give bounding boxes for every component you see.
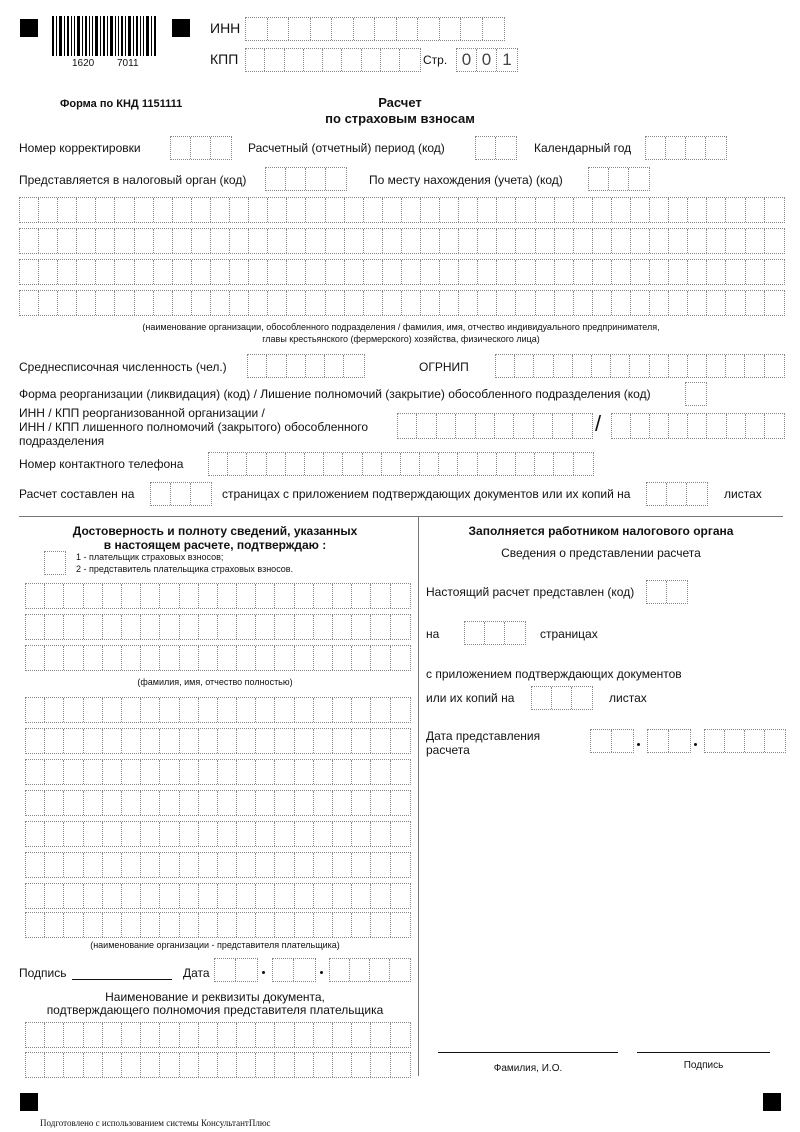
- tax-authority-label: Представляется в налоговый орган (код): [19, 173, 247, 187]
- officer-signature-caption: Подпись: [683, 1060, 724, 1071]
- reorg-inn-label-line1: ИНН / КПП реорганизованной организации /: [19, 406, 265, 420]
- reorg-kpp-cells[interactable]: [611, 413, 785, 439]
- pages-middle-label: страницах с приложением подтверждающих документов или их копий на: [222, 487, 631, 501]
- location-code-label: По месту нахождения (учета) (код): [369, 173, 563, 187]
- page-label: Стр.: [423, 53, 448, 67]
- org-name-caption-line1: (наименование организации, обособленного подразделения / фамилия, имя, отчество индивидуального предпринимателя,: [142, 322, 660, 332]
- page-digit-3: 1: [502, 50, 512, 69]
- rep-org-row-7[interactable]: [25, 883, 411, 909]
- avg-headcount-cells[interactable]: [247, 354, 365, 378]
- barcode-number-right: 7011: [117, 58, 139, 69]
- officer-name-line[interactable]: [438, 1052, 618, 1053]
- phone-label: Номер контактного телефона: [19, 457, 184, 471]
- right-heading: Заполняется работником налогового органа: [468, 524, 734, 538]
- rep-org-row-6[interactable]: [25, 852, 411, 878]
- doc-row-1[interactable]: [25, 1022, 411, 1048]
- kpp-label: КПП: [210, 51, 239, 67]
- page-digit-1: 0: [457, 49, 477, 71]
- left-heading-line1: Достоверность и полноту сведений, указанных: [72, 524, 358, 538]
- officer-name-caption: Фамилия, И.О.: [493, 1063, 563, 1074]
- ogrnip-label: ОГРНИП: [419, 360, 469, 374]
- phone-cells[interactable]: [208, 452, 594, 476]
- date-separator-dot: [320, 971, 323, 974]
- reorg-inn-label-line3: подразделения: [19, 434, 105, 448]
- location-code-cells[interactable]: [588, 167, 650, 191]
- fio-row-2[interactable]: [25, 614, 411, 640]
- form-title-line1: Расчет: [378, 95, 422, 110]
- inn-label: ИНН: [210, 20, 241, 36]
- org-name-row-2[interactable]: [19, 228, 785, 254]
- signature-line[interactable]: [72, 979, 172, 980]
- date-label: Дата: [183, 966, 210, 980]
- section-divider: [19, 516, 783, 517]
- org-name-caption-line2: главы крестьянского (фермерского) хозяйства, физического лица): [262, 334, 540, 344]
- date-separator-dot: [262, 971, 265, 974]
- on-label: на: [426, 627, 440, 641]
- doc-heading-line1: Наименование и реквизиты документа,: [105, 990, 325, 1004]
- submitted-code-cells[interactable]: [646, 580, 688, 604]
- left-heading-line2: в настоящем расчете, подтверждаю :: [103, 538, 327, 552]
- pages-prefix-label: Расчет составлен на: [19, 487, 135, 501]
- rep-org-row-5[interactable]: [25, 821, 411, 847]
- form-title-line2: по страховым взносам: [325, 111, 475, 126]
- page-digit-2: 0: [477, 49, 497, 71]
- doc-row-2[interactable]: [25, 1052, 411, 1078]
- officer-signature-line[interactable]: [637, 1052, 770, 1053]
- rep-org-row-2[interactable]: [25, 728, 411, 754]
- date-separator-dot: [694, 743, 697, 746]
- fio-row-1[interactable]: [25, 583, 411, 609]
- submission-date-month-cells[interactable]: [647, 729, 691, 753]
- corner-marker-top-left: [20, 19, 38, 37]
- received-pages-cells[interactable]: [464, 621, 526, 645]
- reorg-inn-cells[interactable]: [397, 413, 593, 439]
- signature-label: Подпись: [19, 966, 67, 980]
- avg-headcount-label: Среднесписочная численность (чел.): [19, 360, 227, 374]
- pages-count-cells[interactable]: [150, 482, 212, 506]
- rep-org-row-8[interactable]: [25, 912, 411, 938]
- corner-marker-bottom-left: [20, 1093, 38, 1111]
- rep-org-row-3[interactable]: [25, 759, 411, 785]
- submission-date-label-line2: расчета: [426, 743, 470, 757]
- rep-org-caption: (наименование организации - представителя плательщика): [90, 940, 340, 950]
- doc-heading-line2: подтверждающего полномочия представителя плательщика: [46, 1003, 384, 1017]
- correction-number-label: Номер корректировки: [19, 141, 141, 155]
- sign-date-month-cells[interactable]: [272, 958, 316, 982]
- sign-date-day-cells[interactable]: [214, 958, 258, 982]
- inn-kpp-slash: /: [595, 411, 602, 436]
- org-name-row-4[interactable]: [19, 290, 785, 316]
- submission-date-year-cells[interactable]: [704, 729, 786, 753]
- reorg-form-label: Форма реорганизации (ликвидация) (код) / Лишение полномочий (закрытие) обособленного подразделения (код): [19, 387, 651, 401]
- signer-option-2: 2 - представитель плательщика страховых взносов.: [76, 564, 294, 574]
- corner-marker-top-mid: [172, 19, 190, 37]
- inn-cells[interactable]: [245, 17, 505, 41]
- rep-org-row-4[interactable]: [25, 790, 411, 816]
- ogrnip-cells[interactable]: [495, 354, 785, 378]
- rep-org-row-1[interactable]: [25, 697, 411, 723]
- period-code-cells[interactable]: [475, 136, 517, 160]
- received-sheets-cells[interactable]: [531, 686, 593, 710]
- prepared-by-footer: Подготовлено с использованием системы КонсультантПлюс: [40, 1118, 271, 1128]
- tax-authority-cells[interactable]: [265, 167, 347, 191]
- sheets-label: листах: [609, 691, 647, 705]
- reorg-form-cell[interactable]: [685, 382, 707, 406]
- barcode: [52, 16, 156, 56]
- date-separator-dot: [637, 743, 640, 746]
- signer-type-cell[interactable]: [44, 551, 66, 575]
- attachments-count-cells[interactable]: [646, 482, 708, 506]
- barcode-number-left: 1620: [72, 58, 95, 69]
- page-number-cells: [456, 48, 518, 72]
- calendar-year-cells[interactable]: [645, 136, 727, 160]
- pages-label: страницах: [540, 627, 598, 641]
- right-subheading: Сведения о представлении расчета: [501, 546, 701, 560]
- reorg-inn-label-line2: ИНН / КПП лишенного полномочий (закрытого) обособленного: [19, 420, 369, 434]
- column-divider: [418, 516, 419, 1076]
- correction-number-cells[interactable]: [170, 136, 232, 160]
- sign-date-year-cells[interactable]: [329, 958, 411, 982]
- fio-row-3[interactable]: [25, 645, 411, 671]
- submitted-code-label: Настоящий расчет представлен (код): [426, 585, 635, 599]
- period-code-label: Расчетный (отчетный) период (код): [248, 141, 445, 155]
- knd-label: Форма по КНД 1151111: [60, 98, 183, 110]
- kpp-cells[interactable]: [245, 48, 421, 72]
- calendar-year-label: Календарный год: [534, 141, 632, 155]
- pages-suffix-label: листах: [724, 487, 762, 501]
- with-docs-label: с приложением подтверждающих документов: [426, 667, 682, 681]
- submission-date-day-cells[interactable]: [590, 729, 634, 753]
- org-name-row-3[interactable]: [19, 259, 785, 285]
- corner-marker-bottom-right: [763, 1093, 781, 1111]
- submission-date-label-line1: Дата представления: [426, 729, 541, 743]
- signer-option-1: 1 - плательщик страховых взносов;: [76, 552, 224, 562]
- fio-caption: (фамилия, имя, отчество полностью): [137, 677, 293, 687]
- or-copies-label: или их копий на: [426, 691, 515, 705]
- org-name-row-1[interactable]: [19, 197, 785, 223]
